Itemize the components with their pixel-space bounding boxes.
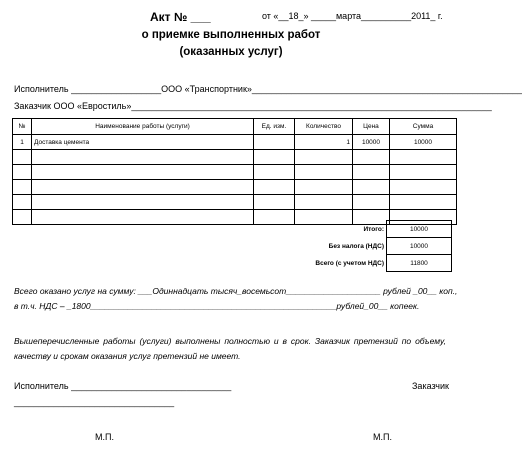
- total-row: [282, 238, 452, 255]
- cell-unit: [254, 180, 295, 195]
- cell-unit: [254, 135, 295, 150]
- table-row: [13, 135, 457, 150]
- cell-number: 1: [13, 135, 32, 150]
- cell-price: 10000: [353, 135, 390, 150]
- summary-vat-line: в т.ч. НДС – _1800____________________________________________________рублей_00__ копеек.: [14, 301, 420, 311]
- document-subtitle: (оказанных услуг): [179, 46, 283, 58]
- cell-quantity: [295, 195, 353, 210]
- total-no-vat-label: Без налога (НДС): [328, 242, 384, 250]
- cell-unit: [254, 165, 295, 180]
- customer-signature-label: Заказчик: [412, 381, 449, 391]
- act-number: Акт № ___: [150, 10, 211, 24]
- cell-number: [13, 210, 32, 225]
- col-header-quantity: Количество: [295, 119, 353, 135]
- acceptance-statement: Вышеперечисленные работы (услуги) выполнены полностью и в срок. Заказчик претензий по объему, качеству и срокам оказания услуг претензий не имеет.: [14, 336, 446, 361]
- total-no-vat-value: 10000: [387, 238, 452, 255]
- services-table: [12, 118, 457, 225]
- cell-service-name: [32, 210, 254, 225]
- cell-price: [353, 195, 390, 210]
- cell-quantity: 1: [295, 135, 353, 150]
- cell-unit: [254, 195, 295, 210]
- col-header-name: Наименование работы (услуги): [32, 119, 254, 135]
- cell-quantity: [295, 180, 353, 195]
- executor-signature: Исполнитель ________________________________: [14, 381, 232, 391]
- col-header-number: №: [13, 119, 32, 135]
- customer-line: Заказчик ООО «Евростиль»________________________________________________________________________: [14, 101, 492, 111]
- total-with-vat-value: 11800: [387, 255, 452, 272]
- cell-sum: [390, 150, 457, 165]
- cell-service-name: [32, 150, 254, 165]
- total-with-vat-label: Всего (с учетом НДС): [315, 259, 384, 267]
- cell-price: [353, 180, 390, 195]
- cell-unit: [254, 150, 295, 165]
- cell-sum: [390, 180, 457, 195]
- cell-service-name: [32, 195, 254, 210]
- cell-price: [353, 165, 390, 180]
- table-row: [13, 150, 457, 165]
- cell-number: [13, 180, 32, 195]
- summary-total-line: Всего оказано услуг на сумму: ___Одиннадцать тысяч_восемьсот____________________ рублей _00__ коп.,: [14, 286, 458, 296]
- act-date: от «__18_» _____марта__________2011_ г.: [262, 11, 443, 21]
- executor-line: Исполнитель __________________ООО «Транспортник»______________________________________________________: [14, 84, 522, 94]
- totals-table: [282, 220, 452, 272]
- col-header-unit: Ед. изм.: [254, 119, 295, 135]
- cell-sum: [390, 165, 457, 180]
- cell-price: [353, 150, 390, 165]
- document-title: о приемке выполненных работ: [141, 29, 321, 41]
- stamp-place-right: М.П.: [373, 432, 392, 442]
- col-header-sum: Сумма: [390, 119, 457, 135]
- cell-number: [13, 165, 32, 180]
- total-row: [282, 221, 452, 238]
- total-value: 10000: [387, 221, 452, 238]
- cell-quantity: [295, 150, 353, 165]
- cell-service-name: Доставка цемента: [32, 135, 254, 150]
- cell-sum: [390, 195, 457, 210]
- stamp-place-left: М.П.: [95, 432, 114, 442]
- cell-number: [13, 150, 32, 165]
- cell-sum: 10000: [390, 135, 457, 150]
- cell-number: [13, 195, 32, 210]
- table-row: [13, 195, 457, 210]
- table-row: [13, 180, 457, 195]
- cell-service-name: [32, 180, 254, 195]
- cell-quantity: [295, 165, 353, 180]
- table-header-row: [13, 119, 457, 135]
- total-row: [282, 255, 452, 272]
- cell-service-name: [32, 165, 254, 180]
- customer-signature-line: ________________________________: [14, 397, 175, 407]
- total-label: Итого:: [363, 225, 384, 233]
- col-header-price: Цена: [353, 119, 390, 135]
- table-row: [13, 165, 457, 180]
